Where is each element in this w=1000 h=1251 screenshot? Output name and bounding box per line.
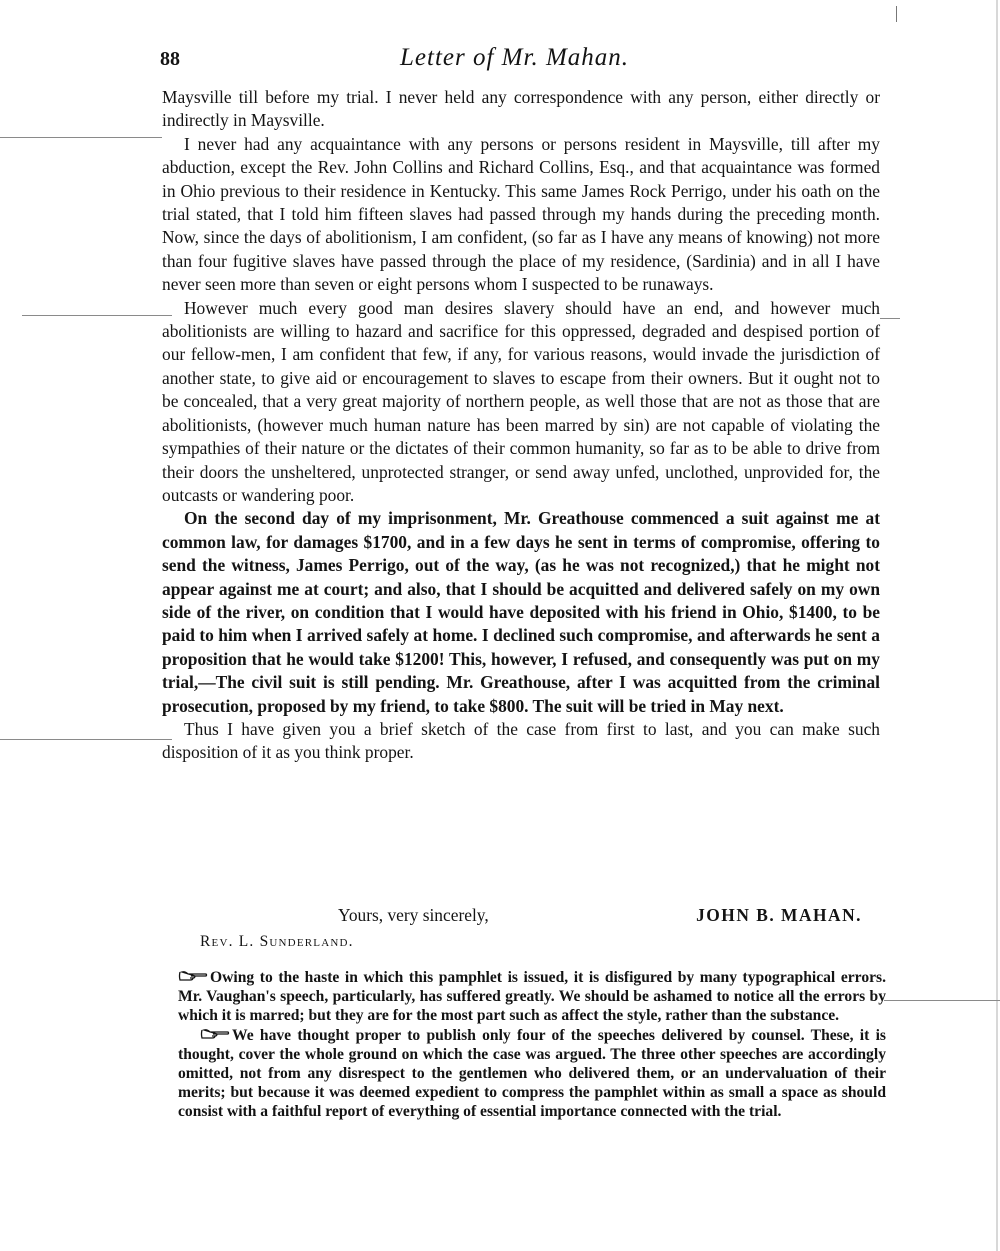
note-text: Owing to the haste in which this pamphlet is issued, it is disfigured by many typographical errors. Mr. Vaughan's speech, particularly, has suffered greatly. We should be ashamed to notice all the errors by which it is marred; but they are for the most part such as affect the style, rather than the substance. <box>178 969 886 1025</box>
valediction: Yours, very sincerely, <box>338 905 489 925</box>
paragraph: I never had any acquaintance with any persons or persons resident in Maysville, till after my abduction, except the Rev. John Collins and Richard Collins, Esq., and that acquaintance was formed in Ohio previous to their residence in Kentucky. This same James Rock Perrigo, under his oath on the trial stated, that I told him fifteen slaves had passed through my hands during the preceding month. Now, since the days of abolitionism, I am confident, (so far as I have any means of knowing) not more than four fugitive slaves have passed through the place of my residence, (Sardinia) and in all I have never seen more than seven or eight persons whom I suspected to be runaways. <box>162 133 880 295</box>
pointing-hand-icon <box>178 970 208 982</box>
editorial-note <box>178 968 886 1026</box>
editorial-notes <box>178 968 886 1122</box>
paragraph: On the second day of my imprisonment, Mr. Greathouse commenced a suit against me at common law, for damages $1700, and in a few days he sent in terms of compromise, offering to send the witness, James Perrigo, out of the way, (as he was not recognized,) that he might not appear against me at court; and also, that I should be acquitted and delivered safely on my own side of the river, on condition that I would have deposited with his friend in Ohio, $1400, to be paid to him when I arrived safely at home. I declined such compromise, and afterwards he sent a proposition that he would take $1200! This, however, I refused, and consequently was put on my trial,—The civil suit is still pending. Mr. Greathouse, after I was acquitted from the criminal prosecution, proposed by my friend, to take $800. The suit will be tried in May next. <box>162 508 880 716</box>
scan-mark <box>896 6 897 22</box>
page-header <box>160 42 880 76</box>
paragraph: Thus I have given you a brief sketch of the case from first to last, and you can make such disposition of it as you think proper. <box>162 718 880 763</box>
note-text: We have thought proper to publish only four of the speeches delivered by counsel. These, it is thought, cover the whole ground on which the case was argued. The three other speeches are accordingly omitted, not from any disrespect to the gentlemen who delivered them, or an undervaluation of their merits; but because it was deemed expedient to compress the pamphlet within as small a space as should consist with a faithful report of everything of essential importance connected with the trial. <box>178 1026 886 1121</box>
paragraph: However much every good man desires slavery should have an end, and however much abolitionists are willing to hazard and sacrifice for this oppressed, degraded and despised portion of our fellow-men, I am confident that few, if any, for various reasons, would invade the jurisdiction of another state, to give aid or encouragement to slaves to escape from their owners. But it ought not to be concealed, that a very great majority of northern people, as well those that are not as those that are abolitionists, (however much human nature has been marred by sin) are not capable of violating the sympathies of their nature or the dictates of their common humanity, so far as to be able to drive from their doors the unsheltered, unprotected stranger, or send away unfed, unclothed, unprovided for, the outcasts or wandering poor. <box>162 297 880 505</box>
scan-line <box>0 739 172 740</box>
running-title: Letter of Mr. Mahan. <box>400 44 630 71</box>
scan-line <box>884 1000 1000 1001</box>
page-number: 88 <box>160 48 180 70</box>
scan-edge <box>996 0 998 1251</box>
scan-line <box>880 318 900 319</box>
signature: JOHN B. MAHAN. <box>696 905 862 925</box>
letter-body <box>162 86 880 765</box>
scan-line <box>0 137 162 138</box>
scan-line <box>22 315 172 316</box>
closing <box>162 905 880 931</box>
addressee: Rev. L. Sunderland. <box>200 933 354 950</box>
editorial-note <box>178 1026 886 1122</box>
paragraph: Maysville till before my trial. I never held any correspondence with any person, either directly or indirectly in Maysville. <box>162 87 880 131</box>
pointing-hand-icon <box>200 1028 230 1040</box>
